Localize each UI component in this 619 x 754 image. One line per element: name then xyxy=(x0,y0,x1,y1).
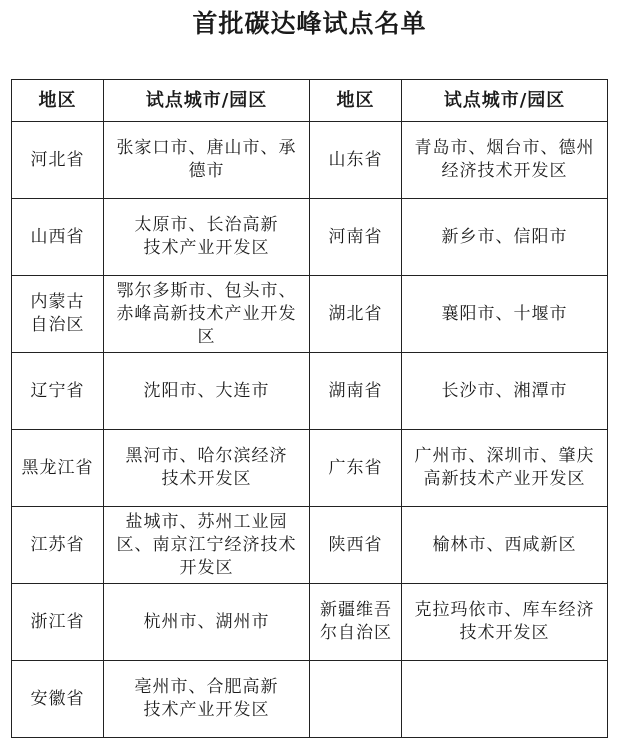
region-text: 湖南省 xyxy=(328,380,383,401)
region-text: 内蒙古自治区 xyxy=(30,292,85,335)
sites-text: 襄阳市、十堰市 xyxy=(441,303,568,324)
page-title: 首批碳达峰试点名单 xyxy=(192,9,427,38)
table-header-row xyxy=(12,80,608,122)
region-text: 山东省 xyxy=(328,149,383,170)
region-text: 安徽省 xyxy=(30,688,85,709)
sites-cell xyxy=(104,122,310,199)
sites-cell xyxy=(402,584,608,661)
sites-cell xyxy=(104,199,310,276)
sites-text: 张家口市、唐山市、承德市 xyxy=(116,138,297,181)
sites-cell xyxy=(104,584,310,661)
sites-text: 青岛市、烟台市、德州经济技术开发区 xyxy=(414,138,595,181)
region-cell xyxy=(310,353,402,430)
sites-text: 榆林市、西咸新区 xyxy=(432,534,577,555)
region-cell xyxy=(310,122,402,199)
region-text: 广东省 xyxy=(328,457,383,478)
region-cell xyxy=(12,507,104,584)
sites-text: 亳州市、合肥高新技术产业开发区 xyxy=(134,677,279,720)
sites-text: 克拉玛依市、库车经济技术开发区 xyxy=(414,600,595,643)
header-sites-right: 试点城市/园区 xyxy=(402,80,608,122)
region-cell xyxy=(12,276,104,353)
sites-text: 杭州市、湖州市 xyxy=(143,611,270,632)
sites-cell xyxy=(104,507,310,584)
header-region-right: 地区 xyxy=(310,80,402,122)
table-row xyxy=(12,122,608,199)
sites-text: 长沙市、湘潭市 xyxy=(441,380,568,401)
region-cell xyxy=(310,276,402,353)
sites-cell xyxy=(104,276,310,353)
region-cell xyxy=(310,430,402,507)
table-row xyxy=(12,430,608,507)
sites-cell xyxy=(104,430,310,507)
region-cell xyxy=(12,430,104,507)
sites-cell xyxy=(402,122,608,199)
pilot-list-table xyxy=(11,79,608,738)
region-text: 黑龙江省 xyxy=(21,457,94,478)
sites-cell xyxy=(402,199,608,276)
region-text: 河北省 xyxy=(30,149,85,170)
table-row xyxy=(12,276,608,353)
region-cell xyxy=(310,584,402,661)
sites-text: 新乡市、信阳市 xyxy=(441,226,568,247)
region-text: 江苏省 xyxy=(30,534,85,555)
table-row xyxy=(12,661,608,738)
region-text: 陕西省 xyxy=(328,534,383,555)
sites-cell xyxy=(402,661,608,738)
sites-cell xyxy=(402,276,608,353)
region-text: 山西省 xyxy=(30,226,85,247)
header-sites-left: 试点城市/园区 xyxy=(104,80,310,122)
sites-cell xyxy=(104,353,310,430)
region-cell xyxy=(12,584,104,661)
table-row xyxy=(12,584,608,661)
region-text: 辽宁省 xyxy=(30,380,85,401)
sites-text: 盐城市、苏州工业园区、南京江宁经济技术开发区 xyxy=(116,511,297,578)
region-cell xyxy=(310,507,402,584)
region-cell xyxy=(12,199,104,276)
sites-text: 沈阳市、大连市 xyxy=(143,380,270,401)
region-cell xyxy=(12,353,104,430)
sites-text: 广州市、深圳市、肇庆高新技术产业开发区 xyxy=(414,446,595,489)
table-row xyxy=(12,199,608,276)
sites-cell xyxy=(402,507,608,584)
region-cell xyxy=(310,199,402,276)
sites-text: 太原市、长治高新技术产业开发区 xyxy=(134,215,279,258)
sites-cell xyxy=(402,430,608,507)
sites-cell xyxy=(402,353,608,430)
region-cell xyxy=(310,661,402,738)
table-row xyxy=(12,507,608,584)
header-region-left: 地区 xyxy=(12,80,104,122)
sites-cell xyxy=(104,661,310,738)
region-cell xyxy=(12,661,104,738)
region-cell xyxy=(12,122,104,199)
table-row xyxy=(12,353,608,430)
region-text: 湖北省 xyxy=(328,303,383,324)
sites-text: 鄂尔多斯市、包头市、赤峰高新技术产业开发区 xyxy=(116,280,297,347)
region-text: 河南省 xyxy=(328,226,383,247)
region-text: 浙江省 xyxy=(30,611,85,632)
region-text: 新疆维吾尔自治区 xyxy=(320,600,392,643)
sites-text: 黑河市、哈尔滨经济技术开发区 xyxy=(125,446,288,489)
